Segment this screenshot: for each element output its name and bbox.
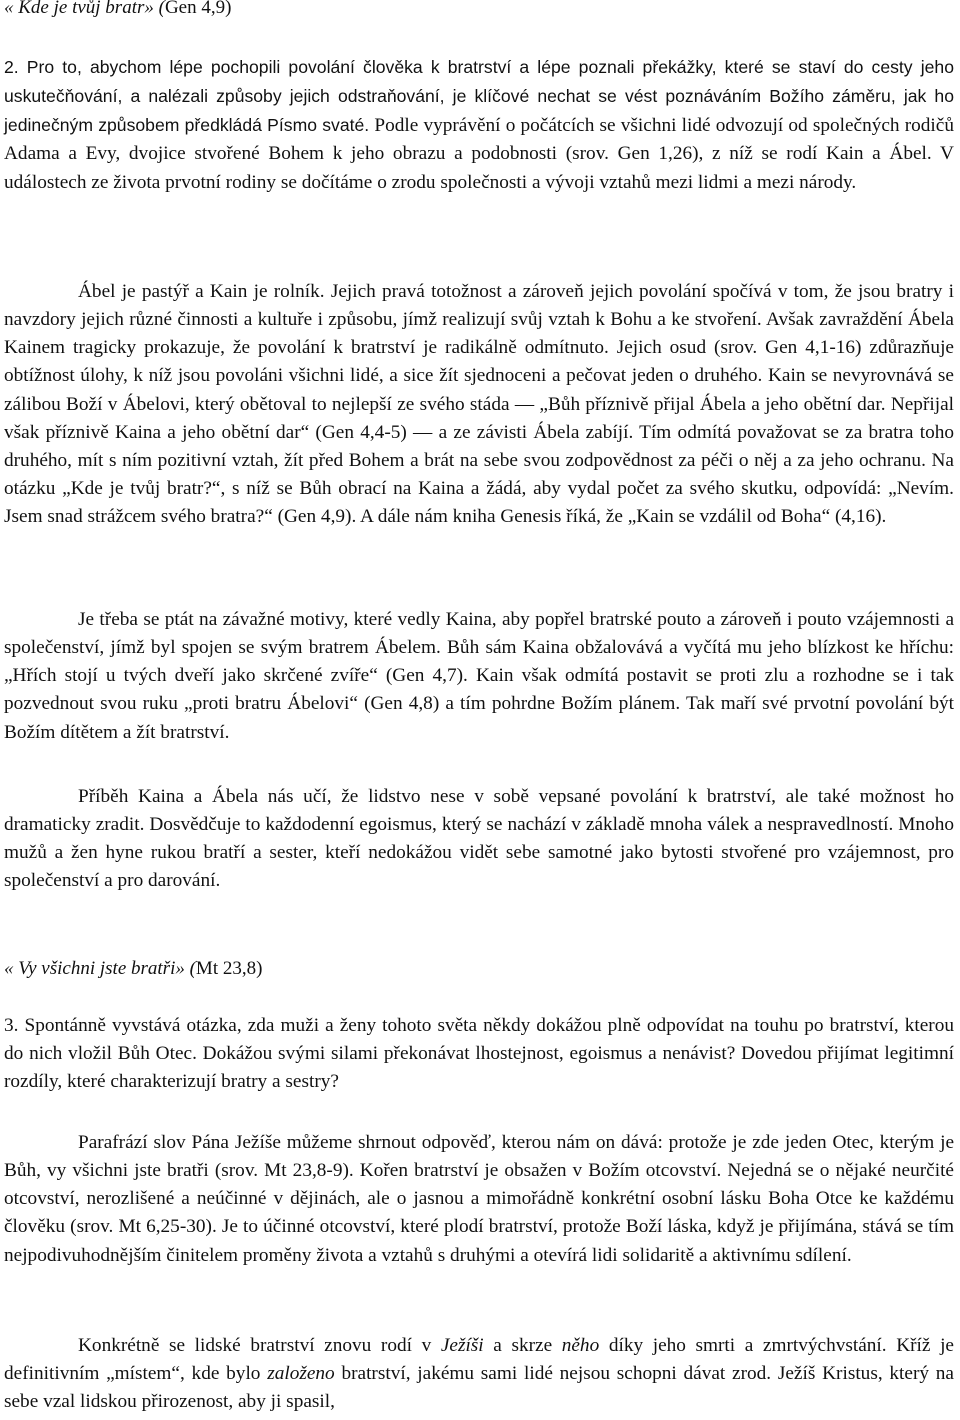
section-heading-2-quote: « Vy všichni jste bratři» ( [4,958,196,979]
section-heading-2 [4,955,262,983]
paragraph-story-lesson: Příběh Kaina a Ábela nás učí, že lidstvo nese v sobě vepsané povolání k bratrství, ale také možnost ho dramaticky zradit. Dosvědčuje to každodenní egoismus, který se nachází v základě mnoha válek a nespravedlností. Mnoho mužů a žen hyne rukou bratří a sester, kteří nedokážou vidět sebe samotné jako bytosti stvořené pro vzájemnost, pro společenství a pro darování. [4,786,954,892]
section-heading-1 [4,0,231,22]
emphasis-him: něho [561,1335,600,1356]
paragraph-abel-kain: Ábel je pastýř a Kain je rolník. Jejich pravá totožnost a zároveň jejich povolání spočívá v tom, že jsou bratry i navzdory jejich různé činnosti a kultuře i způsobu, jímž realizují svůj vztah k Bohu a ke stvoření. Avšak zavraždění Ábela Kainem tragicky prokazuje, že povolání k bratrství je radikálně odmítnuto. Jejich osud (srov. Gen 4,1-16) zdůrazňuje obtížnost úlohy, k níž jsou povoláni všichni lidé, a sice žít sjednoceni a pečovat jeden o druhého. Kain se nevyrovnává se zálibou Boží v Ábelovi, který obětoval to nejlepší ze svého stáda — „Bůh příznivě přijal Ábela a jeho obětní dar. Nepřijal však příznivě Kaina a jeho obětní dar“ (Gen 4,4-5) — a ze závisti Ábela zabíjí. Tím odmítá považovat se za bratra toho druhého, mít s ním pozitivní vztah, žít před Bohem a brát na sebe svou zodpovědnost za péči o něj a za jeho ochranu. Na otázku „Kde je tvůj bratr?“, s níž se Bůh obrací na Kaina a žádá, aby vydal počet za svého skutku, odpovídá: „Nevím. Jsem snad strážcem svého bratra?“ (Gen 4,9). A dále nám kniha Genesis říká, že „Kain se vzdálil od Boha“ (4,16). [4,281,954,528]
emphasis-founded: založeno [267,1363,335,1385]
paragraph-3-question: 3. Spontánně vyvstává otázka, zda muži a ženy tohoto světa někdy dokážou plně odpovídat na touhu po bratrství, kterou do nich vložil Bůh Otec. Dokážou svými silami překonávat lhostejnost, egoismus a nenávist? Dovedou přijímat legitimní rozdíly, které charakterizují bratry a sestry? [4,1015,954,1093]
paragraph-motives: Je třeba se ptát na závažné motivy, které vedly Kaina, aby popřel bratrské pouto a zároveň i pouto vzájemnosti a společenství, jímž byl spojen se svým bratrem Ábelem. Bůh sám Kaina obžalovává a vyčítá mu jeho blízkost ke hříchu: „Hřích stojí u tvých dveří jako skrčené zvíře“ (Gen 4,7). Kain však odmítá postavit se proti zlu a rozhodne se i tak pozvednout svou ruku „proti bratru Ábelovi“ (Gen 4,8) a tím pohrdne Božím plánem. Tak maří své prvotní povolání být Božím dítětem a žít bratrství. [4,609,954,743]
section-heading-1-quote: « Kde je tvůj bratr» ( [4,0,165,18]
section-heading-2-ref: Mt 23,8) [195,958,263,979]
text-run: díky jeho smrti a zmrtvýchvstání. Kříž je definitivním „místem“, kde bylo [4,1335,954,1385]
paragraph-2-intro [4,53,954,197]
paragraph-fatherhood: Parafrází slov Pána Ježíše můžeme shrnout odpověď, kterou nám on dává: protože je zde jeden Otec, kterým je Bůh, vy všichni jste bratři (srov. Mt 23,8-9). Kořen bratrství je obsažen v Božím otcovství. Nejedná se o nějaké neurčité otcovství, nerozlišené a neúčinné v dějinách, ale o jasnou a mimořádně konkrétní osobní lásku Boha Otce ke každému člověku (srov. Mt 6,25-30). Je to účinné otcovství, které plodí bratrství, protože Boží láska, když je přijímána, stává se tím nejpodivuhodnějším činitelem proměny života a vztahů s druhými a otevírá lidi solidaritě a aktivnímu sdílení. [4,1132,954,1266]
emphasis-jesus: Ježíši [440,1335,484,1356]
paragraph-2-lead: 2. Pro to, abychom lépe pochopili povolání člověka k bratrství a lépe poznali překážky, které se staví do cesty jeho uskutečňování, a nalézali způsoby jejich odstraňování, je klíčové nechat se vést poznáváním Božího záměru, jak ho jedinečným způsobem předkládá Písmo svaté. [4,57,954,136]
paragraph-jesus-brotherhood [4,1332,954,1416]
text-run: bratrství, jakému sami lidé nejsou schopni dávat zrod. Ježíš Kristus, který na sebe vzal lidskou přirozenost, aby ji spasil, [4,1363,954,1413]
section-heading-1-ref: Gen 4,9) [164,0,232,18]
text-run: a skrze [483,1335,562,1356]
paragraph-2-rest: Podle vyprávění o počátcích se všichni lidé odvozují od společných rodičů Adama a Evy, dvojice stvořené Bohem k jeho obrazu a podobnosti (srov. Gen 1,26), z níž se rodí Kain a Ábel. V událostech ze života prvotní rodiny se dočítáme o zrodu společnosti a vývoji vztahů mezi lidmi a mezi národy. [4,115,954,193]
text-run: Konkrétně se lidské bratrství znovu rodí v [78,1335,441,1356]
